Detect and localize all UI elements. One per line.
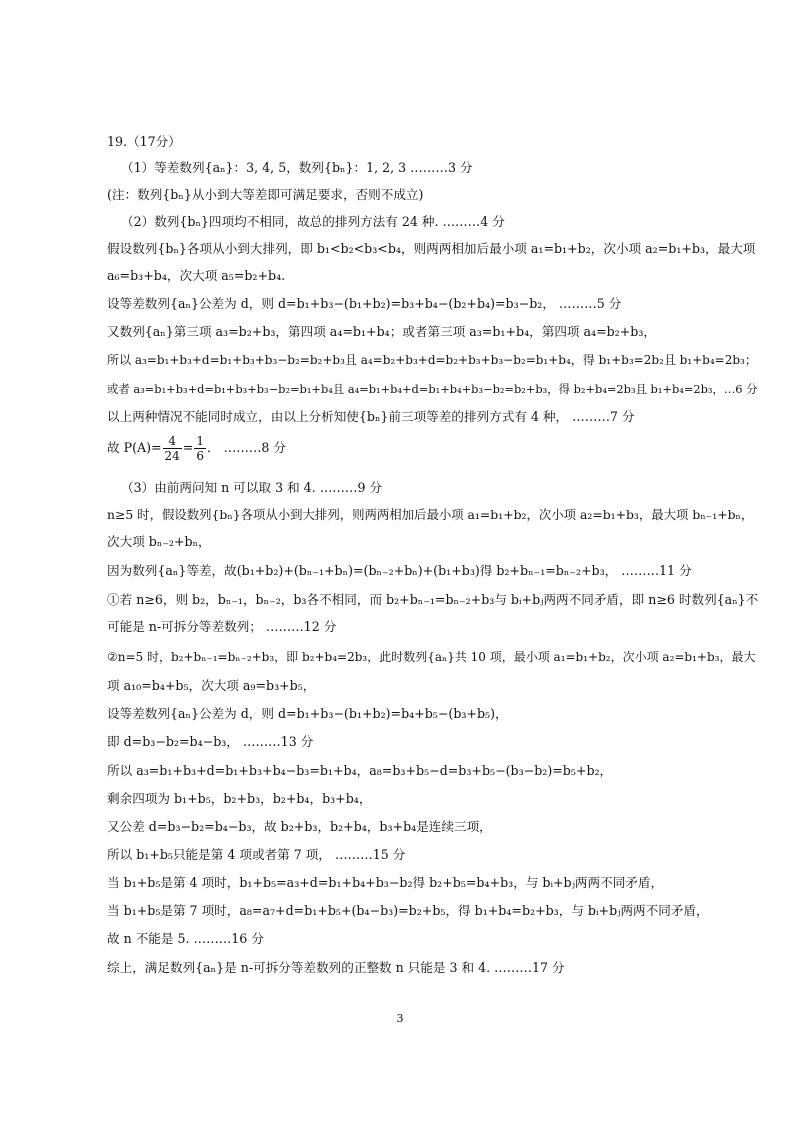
- text-line: 剩余四项为 b₁+b₅，b₂+b₃，b₂+b₄，b₃+b₄，: [107, 791, 372, 806]
- text-line: n≥5 时，假设数列{bₙ}各项从小到大排列，则两两相加后最小项 a₁=b₁+b₂，次小项 a₂=b₁+b₃，最大项 bₙ₋₁+bₙ，: [107, 507, 754, 522]
- text-line: 假设数列{bₙ}各项从小到大排列，即 b₁<b₂<b₃<b₄，则两两相加后最小项 a₁=b₁+b₂，次小项 a₂=b₁+b₃，最大项: [107, 241, 756, 256]
- text-line: 所以 b₁+b₅只能是第 4 项或者第 7 项， ………15 分: [107, 847, 406, 862]
- text-line: ②n=5 时，b₂+bₙ₋₁=bₙ₋₂+b₃，即 b₂+b₄=2b₃，此时数列{aₙ}共 10 项，最小项 a₁=b₁+b₂，次小项 a₂=b₁+b₃，最大: [107, 650, 756, 664]
- probability-label: 故 P(A)=: [107, 440, 162, 455]
- text-line: a₆=b₃+b₄，次大项 a₅=b₂+b₄.: [107, 268, 286, 283]
- fraction-numerator: 1: [196, 434, 205, 448]
- text-line: 故 n 不能是 5. ………16 分: [107, 931, 264, 946]
- text-line: 设等差数列{aₙ}公差为 d，则 d=b₁+b₃−(b₁+b₂)=b₃+b₄−(b₂+b₄)=b₃−b₂， ………5 分: [107, 296, 622, 311]
- part3-intro: （3）由前两问知 n 可以取 3 和 4. ………9 分: [121, 480, 383, 495]
- text-line: 以上两种情况不能同时成立，由以上分析知使{bₙ}前三项等差的排列方式有 4 种， ………7 分: [107, 409, 635, 424]
- text-line: 又数列{aₙ}第三项 a₃=b₂+b₃，第四项 a₄=b₁+b₄；或者第三项 a₃=b₁+b₄，第四项 a₄=b₂+b₃，: [107, 324, 656, 339]
- text-line: 又公差 d=b₃−b₂=b₄−b₃，故 b₂+b₃，b₂+b₄，b₃+b₄是连续三项，: [107, 819, 492, 834]
- probability-score: ． ………8 分: [207, 440, 287, 455]
- part2-intro: （2）数列{bₙ}四项均不相同，故总的排列方法有 24 种. ………4 分: [121, 214, 505, 229]
- part1-note: (注：数列{bₙ}从小到大等差即可满足要求，否则不成立): [107, 187, 424, 202]
- probability-line: [107, 432, 286, 464]
- page-number: 3: [396, 1012, 404, 1025]
- text-line: 或者 a₃=b₁+b₃+d=b₁+b₃+b₃−b₂=b₁+b₄且 a₄=b₁+b₄+d=b₁+b₄+b₃−b₂=b₂+b₃，得 b₂+b₄=2b₃且 b₁+b₄=2b₃，…6 分: [107, 382, 758, 396]
- fraction-denominator: 24: [164, 449, 180, 463]
- problem-heading: 19.（17分）: [107, 134, 181, 149]
- text-line: 所以 a₃=b₁+b₃+d=b₁+b₃+b₃−b₂=b₂+b₃且 a₄=b₂+b₃+d=b₂+b₃+b₃−b₂=b₁+b₄，得 b₁+b₃=2b₂且 b₁+b₄=2b₃；: [107, 353, 757, 367]
- conclusion-line: 综上，满足数列{aₙ}是 n-可拆分等差数列的正整数 n 只能是 3 和 4. ………17 分: [107, 960, 565, 975]
- fraction-4-24: [163, 434, 182, 463]
- text-line: 当 b₁+b₅是第 4 项时，b₁+b₅=a₃+d=b₁+b₄+b₃−b₂得 b₂+b₅=b₄+b₃，与 bᵢ+bⱼ两两不同矛盾，: [107, 875, 664, 890]
- fraction-denominator: 6: [196, 449, 205, 463]
- fraction-1-6: [194, 434, 206, 463]
- text-line: 设等差数列{aₙ}公差为 d，则 d=b₁+b₃−(b₁+b₂)=b₄+b₅−(b₃+b₅)，: [107, 706, 508, 721]
- text-line: 项 a₁₀=b₄+b₅，次大项 a₉=b₃+b₅，: [107, 678, 316, 693]
- fraction-numerator: 4: [163, 434, 182, 449]
- text-line: 当 b₁+b₅是第 7 项时，a₈=a₇+d=b₁+b₅+(b₄−b₃)=b₂+b₅，得 b₁+b₄=b₂+b₃，与 bᵢ+bⱼ两两不同矛盾，: [107, 903, 709, 918]
- text-line: 次大项 bₙ₋₂+bₙ，: [107, 534, 211, 549]
- equals-sign: =: [182, 440, 194, 455]
- text-line: 所以 a₃=b₁+b₃+d=b₁+b₃+b₄−b₃=b₁+b₄，a₈=b₃+b₅−d=b₃+b₅−(b₃−b₂)=b₅+b₂，: [107, 763, 613, 778]
- text-line: 即 d=b₃−b₂=b₄−b₃， ………13 分: [107, 734, 314, 749]
- part1-answer: （1）等差数列{aₙ}：3, 4, 5，数列{bₙ}：1, 2, 3 ………3 分: [121, 160, 473, 175]
- text-line: 因为数列{aₙ}等差，故(b₁+b₂)+(bₙ₋₁+bₙ)=(bₙ₋₂+bₙ)+(b₁+b₃)得 b₂+bₙ₋₁=bₙ₋₂+b₃， ………11 分: [107, 563, 692, 578]
- text-line: ①若 n≥6，则 b₂，bₙ₋₁，bₙ₋₂，b₃各不相同，而 b₂+bₙ₋₁=bₙ₋₂+b₃与 bᵢ+bⱼ两两不同矛盾，即 n≥6 时数列{aₙ}不: [107, 592, 759, 607]
- text-line: 可能是 n-可拆分等差数列； ………12 分: [107, 619, 337, 634]
